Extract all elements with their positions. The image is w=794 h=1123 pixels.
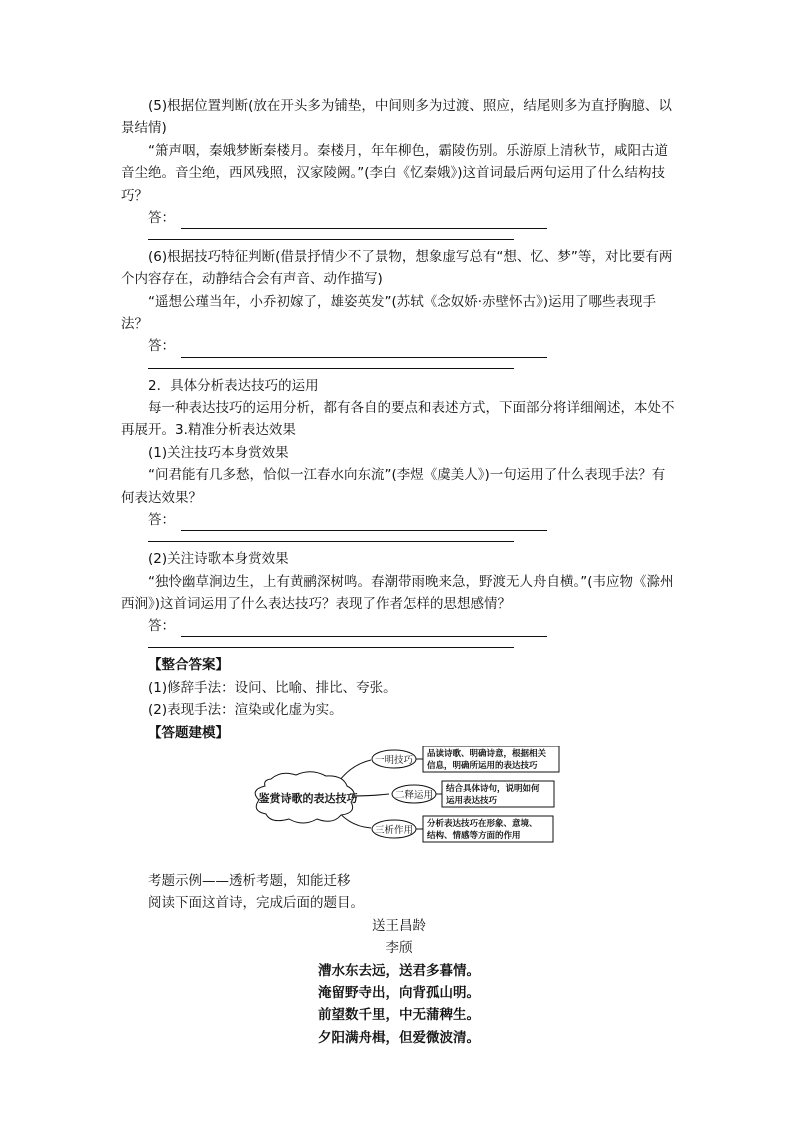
answer-model-diagram bbox=[121, 746, 677, 866]
model-heading: 【答题建模】 bbox=[148, 724, 229, 741]
poem-author: 李颀 bbox=[385, 940, 413, 957]
integrated-heading: 【整合答案】 bbox=[148, 657, 229, 674]
branch-2-desc-2: 运用表达技巧 bbox=[446, 795, 498, 806]
answer-line[interactable] bbox=[181, 214, 547, 229]
mindmap-svg bbox=[121, 746, 677, 866]
sub2-title: (2)关注诗歌本身赏效果 bbox=[148, 551, 289, 568]
q6-answer[interactable] bbox=[148, 336, 677, 358]
answer-line[interactable] bbox=[148, 531, 514, 542]
answer-label: 答： bbox=[148, 511, 175, 528]
document-content bbox=[121, 95, 677, 1049]
sub1-title: (1)关注技巧本身赏效果 bbox=[148, 444, 289, 461]
section2-body: 每一种表达技巧的运用分析，都有各自的要点和表述方式，下面部分将详细阐述，本处不再展开。3.精准分析表达效果 bbox=[121, 400, 675, 439]
poem-line: 漕水东去远，送君多暮情。 bbox=[318, 962, 480, 979]
q6-quote: “遥想公瑾当年，小乔初嫁了，雄姿英发”(苏轼《念奴娇·赤壁怀古》)运用了哪些表现手法？ bbox=[121, 293, 657, 333]
answer-line[interactable] bbox=[148, 358, 514, 369]
example-instruction: 阅读下面这首诗，完成后面的题目。 bbox=[148, 895, 364, 912]
section2-title: 2．具体分析表达技巧的运用 bbox=[148, 377, 319, 394]
branch-2-label: 二释运用 bbox=[394, 789, 434, 801]
answer-line[interactable] bbox=[148, 229, 514, 240]
answer-line[interactable] bbox=[181, 622, 547, 637]
answer-line[interactable] bbox=[181, 343, 547, 358]
poem-title: 送王昌龄 bbox=[372, 917, 426, 934]
branch-3-desc-2: 结构、情感等方面的作用 bbox=[427, 830, 521, 841]
poem-line: 夕阳满舟楫，但爱微波清。 bbox=[318, 1029, 480, 1046]
sub2-answer[interactable] bbox=[148, 615, 677, 637]
sub1-quote: “问君能有几多愁，恰似一江春水向东流”(李煜《虞美人》)一句运用了什么表现手法？有何表达效果？ bbox=[121, 467, 666, 506]
example-title: 考题示例——透析考题，知能迁移 bbox=[148, 872, 351, 889]
answer-label: 答： bbox=[148, 338, 175, 355]
q5-answer[interactable] bbox=[148, 207, 677, 229]
answer-line[interactable] bbox=[181, 516, 547, 531]
answer-label: 答： bbox=[148, 617, 175, 634]
branch-1-desc-2: 信息，明确所运用的表达技巧 bbox=[427, 760, 538, 771]
q5-quote: “箫声咽，秦娥梦断秦楼月。秦楼月，年年柳色，霸陵伤别。乐游原上清秋节，咸阳古道音尘绝。音尘绝，西风残照，汉家陵阙。”(李白《忆秦娥》)这首词最后两句运用了什么结构技巧？ bbox=[121, 142, 668, 204]
branch-1-desc-1: 品读诗歌、明确诗意，根据相关 bbox=[427, 748, 547, 759]
branch-3-label: 三析作用 bbox=[374, 824, 414, 836]
branch-3-desc-1: 分析表达技巧在形象、意境、 bbox=[427, 818, 538, 829]
sub2-quote: “独怜幽草涧边生，上有黄鹂深树鸣。春潮带雨晚来急，野渡无人舟自横。”(韦应物《滁州西涧》)这首词运用了什么表达技巧？表现了作者怎样的思想感情？ bbox=[121, 573, 674, 612]
integrated-item: (2)表现手法：渲染或化虚为实。 bbox=[148, 702, 343, 719]
q6-title: (6)根据技巧特征判断(借景抒情少不了景物，想象虚写总有“想、忆、梦”等，对比要有两个内容存在，动静结合会有声音、动作描写) bbox=[121, 249, 673, 288]
branch-1-label: 一明技巧 bbox=[374, 754, 414, 766]
poem bbox=[121, 915, 677, 1049]
answer-line[interactable] bbox=[148, 637, 514, 648]
q5-title: (5)根据位置判断(放在开头多为铺垫，中间则多为过渡、照应，结尾则多为直抒胸臆、以景结情) bbox=[121, 98, 672, 137]
sub1-answer[interactable] bbox=[148, 509, 677, 531]
poem-line: 前望数千里，中无蒲稗生。 bbox=[318, 1007, 480, 1024]
answer-label: 答： bbox=[148, 209, 175, 226]
integrated-item: (1)修辞手法：设问、比喻、排比、夸张。 bbox=[148, 679, 397, 696]
poem-line: 淹留野寺出，向背孤山明。 bbox=[318, 984, 480, 1001]
center-label: 鉴赏诗歌的表达技巧 bbox=[258, 791, 358, 805]
branch-2-desc-1: 结合具体诗句，说明如何 bbox=[446, 783, 540, 794]
